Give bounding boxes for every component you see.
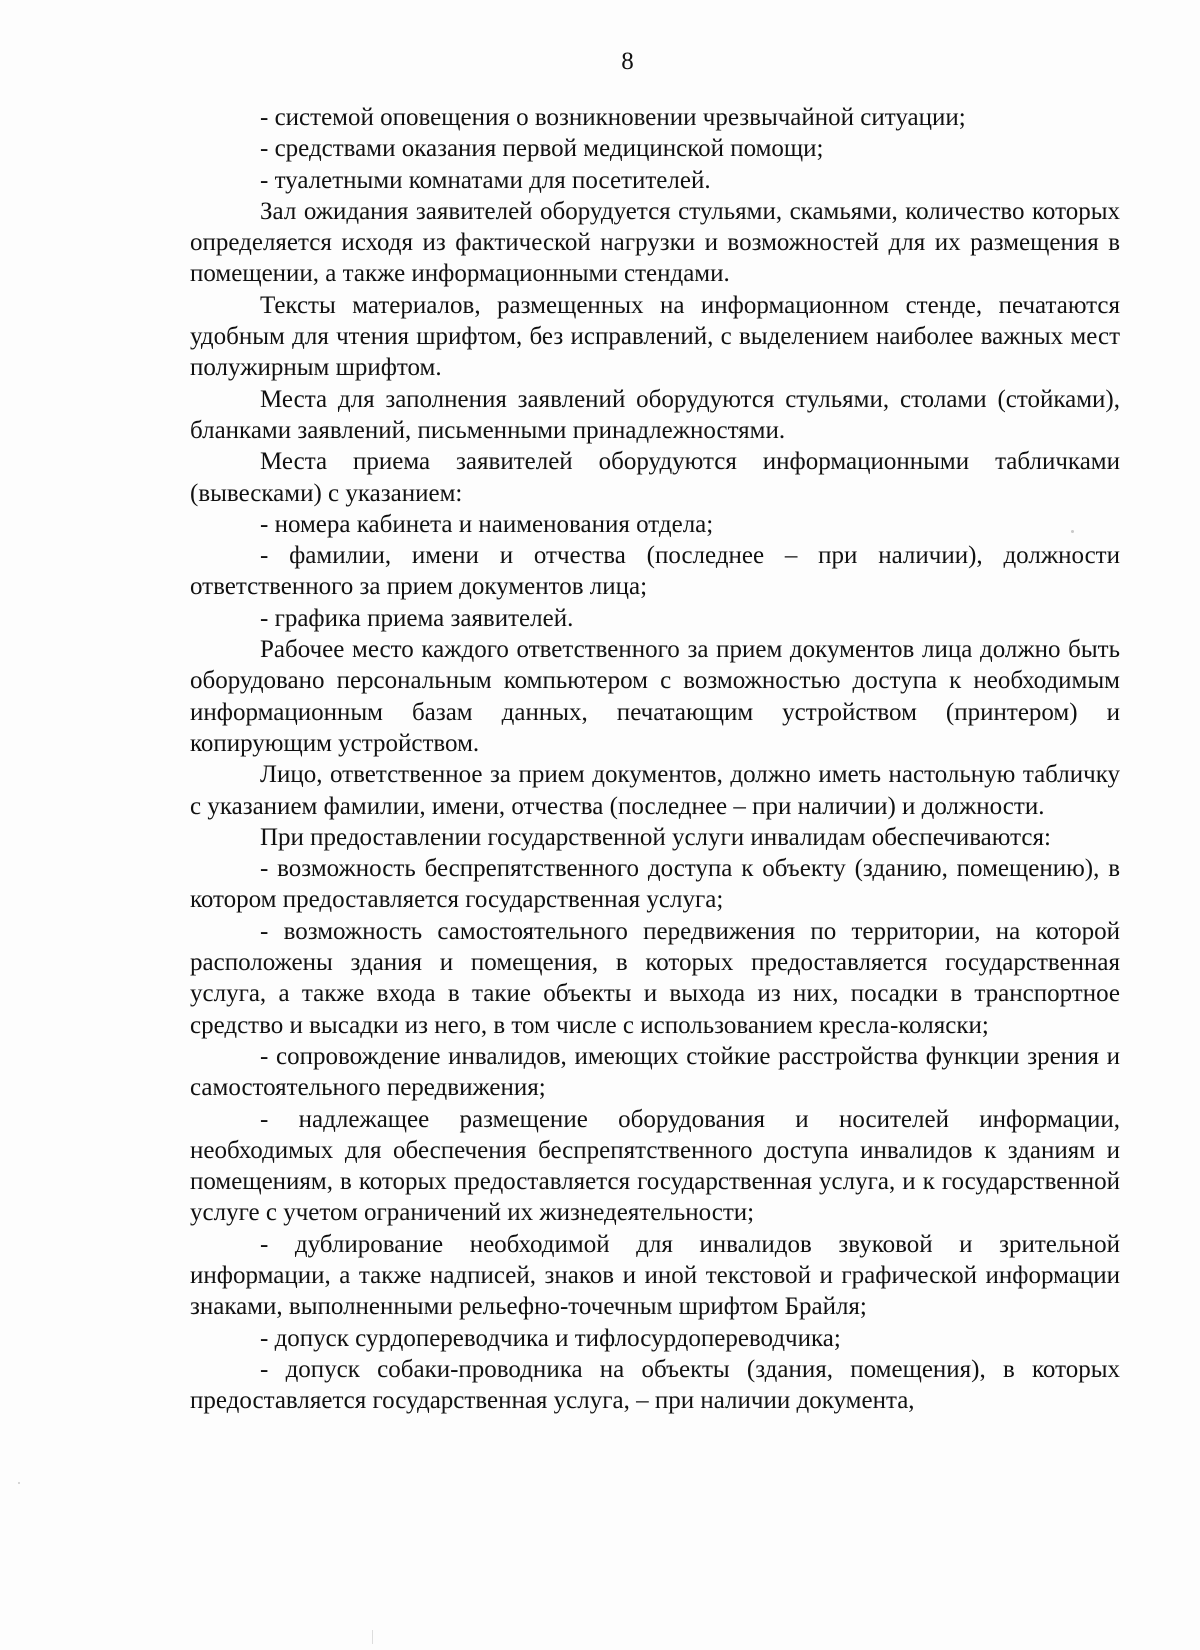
paragraph-equipment-placement: - надлежащее размещение оборудования и носителей информации, необходимых для обеспечения беспрепятственного доступа инвалидов к зданиям и помещениям, в которых предоставляется государственная услуга, и к государственной услуге с учетом ограничений их жизнедеятельности; [190, 1105, 1120, 1227]
paragraph-unimpeded-access: - возможность беспрепятственного доступа к объекту (зданию, помещению), в котором предоставляется государственная услуга; [190, 855, 1120, 914]
paragraph-independent-movement: - возможность самостоятельного передвижения по территории, на которой расположены здания и помещения, в которых предоставляется государственная услуга, а также входа в такие объекты и выхода из них, посадки в транспортное средство и высадки из него, в том числе с использованием кресла-коляски; [190, 917, 1120, 1039]
paragraph-disability-provisions: При предоставлении государственной услуги инвалидам обеспечиваются: [260, 823, 1051, 851]
scan-speck [18, 1482, 20, 1484]
paragraph-restrooms: - туалетными комнатами для посетителей. [260, 166, 711, 194]
paragraph-first-aid: - средствами оказания первой медицинской помощи; [260, 135, 824, 163]
paragraph-workplace: Рабочее место каждого ответственного за прием документов лица должно быть оборудовано персональным компьютером с возможностью доступа к необходимым информационным базам данных, печатающим устройством (принтером) и копирующим устройством. [190, 636, 1120, 757]
paragraph-guide-dog: - допуск собаки-проводника на объекты (здания, помещения), в которых предоставляется государственная услуга, – при наличии документа, [190, 1355, 1120, 1415]
paragraph-waiting-hall: Зал ожидания заявителей оборудуется стульями, скамьями, количество которых определяется исходя из фактической нагрузки и возможностей для их размещения в помещении, а также информационными стендами. [190, 197, 1120, 288]
paragraph-desk-sign: Лицо, ответственное за прием документов, должно иметь настольную табличку с указанием фамилии, имени, отчества (последнее – при наличии) и должности. [190, 761, 1120, 820]
paragraph-responsible-person: - фамилии, имени и отчества (последнее – при наличии), должности ответственного за прием документов лица; [190, 542, 1120, 601]
paragraph-application-places: Места для заполнения заявлений оборудуются стульями, столами (стойками), бланками заявлений, письменными принадлежностями. [190, 385, 1120, 444]
paragraph-alert-system: - системой оповещения о возникновении чрезвычайной ситуации; [260, 104, 966, 131]
paragraph-escort: - сопровождение инвалидов, имеющих стойкие расстройства функции зрения и самостоятельного передвижения; [190, 1042, 1120, 1102]
paragraph-information-duplication: - дублирование необходимой для инвалидов звуковой и зрительной информации, а также надписей, знаков и иной текстовой и графической информации знаками, выполненными рельефно-точечным шрифтом Брайля; [190, 1230, 1120, 1321]
paragraph-office-number: - номера кабинета и наименования отдела; [260, 510, 714, 538]
paragraph-stand-texts: Тексты материалов, размещенных на информационном стенде, печатаются удобным для чтения шрифтом, без исправлений, с выделением наиболее важных мест полужирным шрифтом. [190, 291, 1120, 382]
paragraph-sign-interpreter: - допуск сурдопереводчика и тифлосурдопереводчика; [260, 1324, 841, 1352]
scan-speck [1071, 530, 1074, 533]
page-number: 8 [621, 48, 634, 75]
scan-line [372, 1630, 373, 1644]
paragraph-reception-schedule: - графика приема заявителей. [260, 604, 574, 632]
paragraph-reception-places: Места приема заявителей оборудуются информационными табличками (вывесками) с указанием: [190, 448, 1120, 507]
document-body [190, 102, 1120, 1416]
